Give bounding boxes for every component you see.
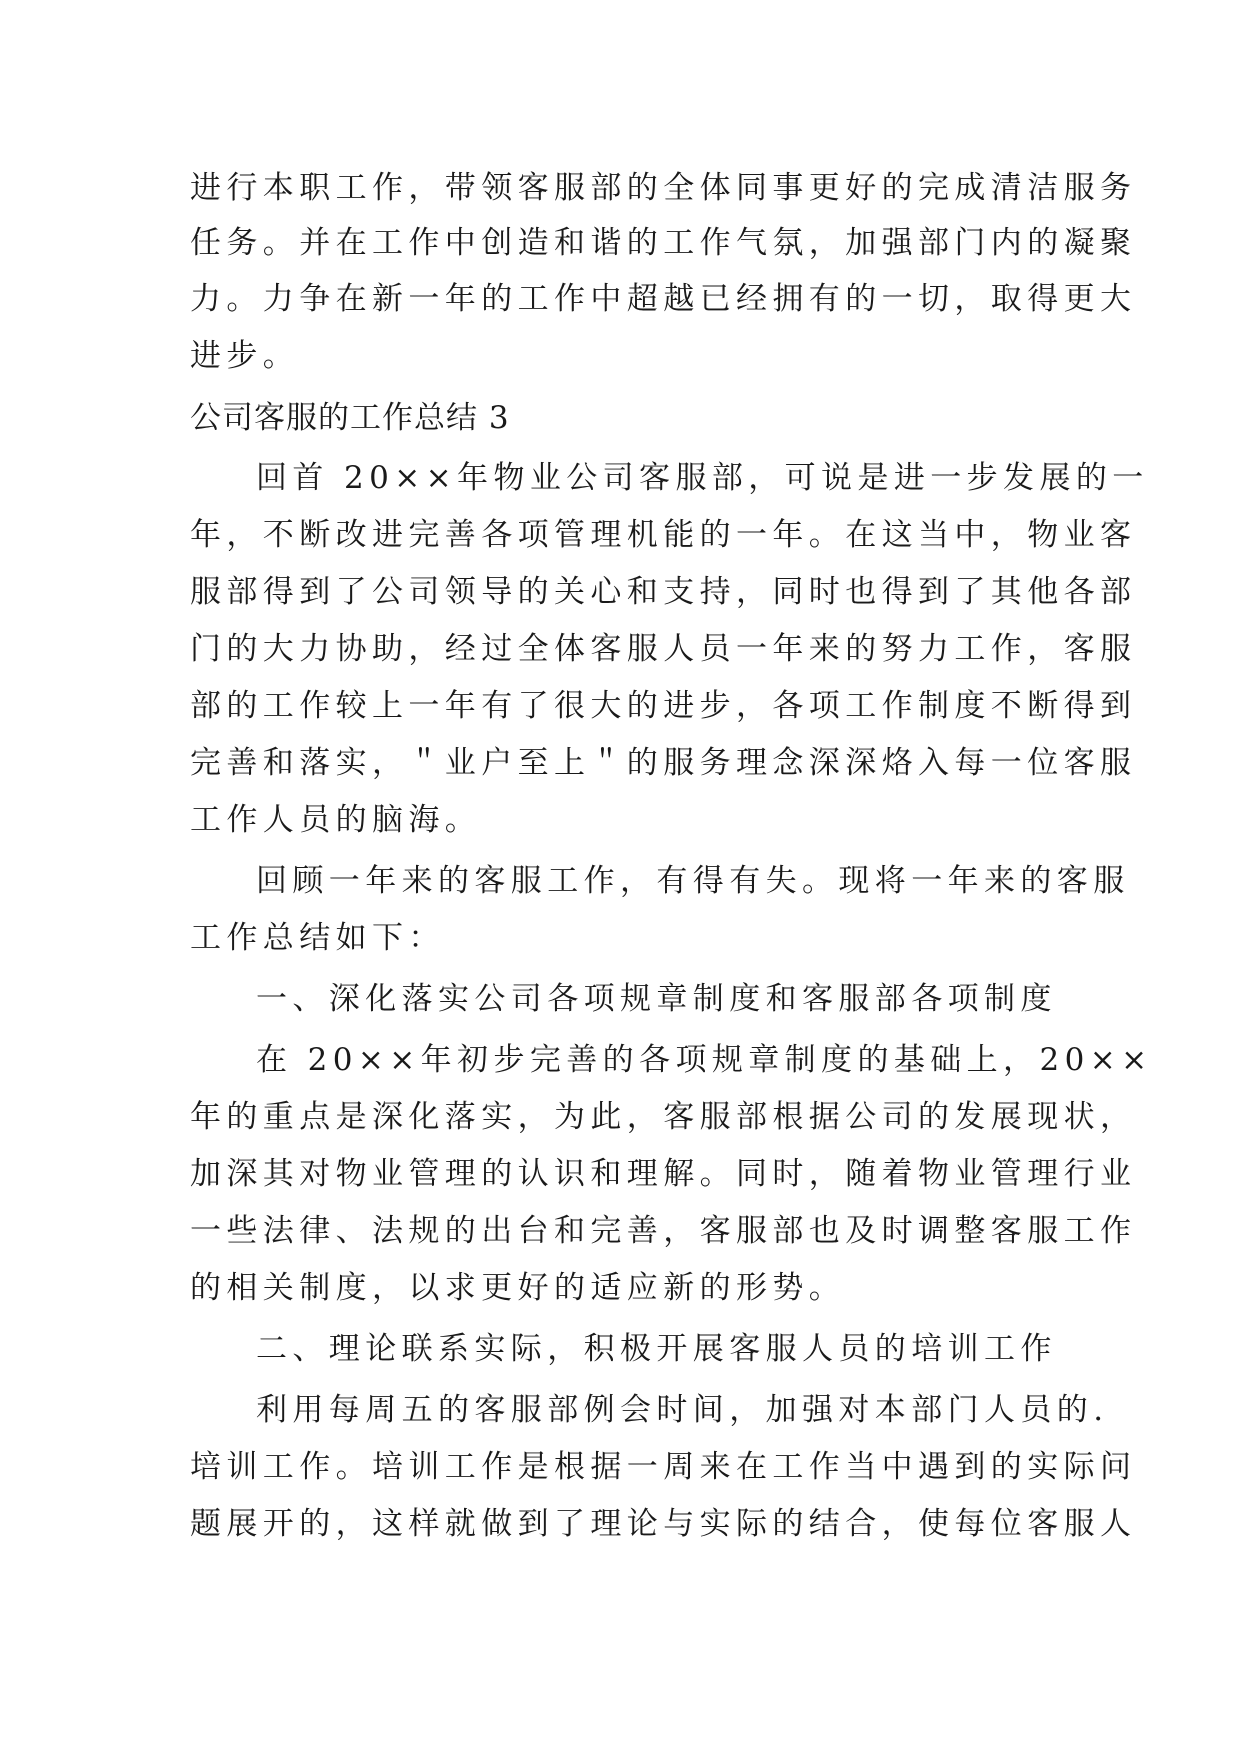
subsection-heading: 二、理论联系实际，积极开展客服人员的培训工作 (256, 1331, 1057, 1367)
text-line: 完善和落实，＂业户至上＂的服务理念深深烙入每一位客服 (190, 745, 1137, 781)
text-line: 任务。并在工作中创造和谐的工作气氛，加强部门内的凝聚 (190, 225, 1137, 261)
text-line: 题展开的，这样就做到了理论与实际的结合，使每位客服人 (190, 1506, 1137, 1542)
text-line: 进步。 (190, 338, 300, 374)
section-heading: 公司客服的工作总结 3 (190, 400, 510, 436)
text-line: 工作人员的脑海。 (190, 802, 482, 838)
text-line: 回首 20××年物业公司客服部，可说是进一步发展的一 (256, 460, 1149, 496)
text-line: 进行本职工作，带领客服部的全体同事更好的完成清洁服务 (190, 170, 1137, 206)
text-line: 服部得到了公司领导的关心和支持，同时也得到了其他各部 (190, 574, 1137, 610)
text-line: 力。力争在新一年的工作中超越已经拥有的一切，取得更大 (190, 281, 1137, 317)
text-line: 利用每周五的客服部例会时间，加强对本部门人员的. (256, 1392, 1109, 1428)
text-line: 年的重点是深化落实，为此，客服部根据公司的发展现状， (190, 1099, 1137, 1135)
subsection-heading: 一、深化落实公司各项规章制度和客服部各项制度 (256, 981, 1057, 1017)
text-line: 门的大力协助，经过全体客服人员一年来的努力工作，客服 (190, 631, 1137, 667)
text-line: 工作总结如下： (190, 920, 445, 956)
text-line: 的相关制度，以求更好的适应新的形势。 (190, 1270, 846, 1306)
text-line: 培训工作。培训工作是根据一周来在工作当中遇到的实际问 (190, 1449, 1137, 1485)
text-line: 一些法律、法规的出台和完善，客服部也及时调整客服工作 (190, 1213, 1137, 1249)
text-line: 回顾一年来的客服工作，有得有失。现将一年来的客服 (256, 863, 1130, 899)
text-line: 年，不断改进完善各项管理机能的一年。在这当中，物业客 (190, 517, 1137, 553)
text-line: 部的工作较上一年有了很大的进步，各项工作制度不断得到 (190, 688, 1137, 724)
text-line: 加深其对物业管理的认识和理解。同时，随着物业管理行业 (190, 1156, 1137, 1192)
text-line: 在 20××年初步完善的各项规章制度的基础上，20×× (256, 1042, 1153, 1078)
